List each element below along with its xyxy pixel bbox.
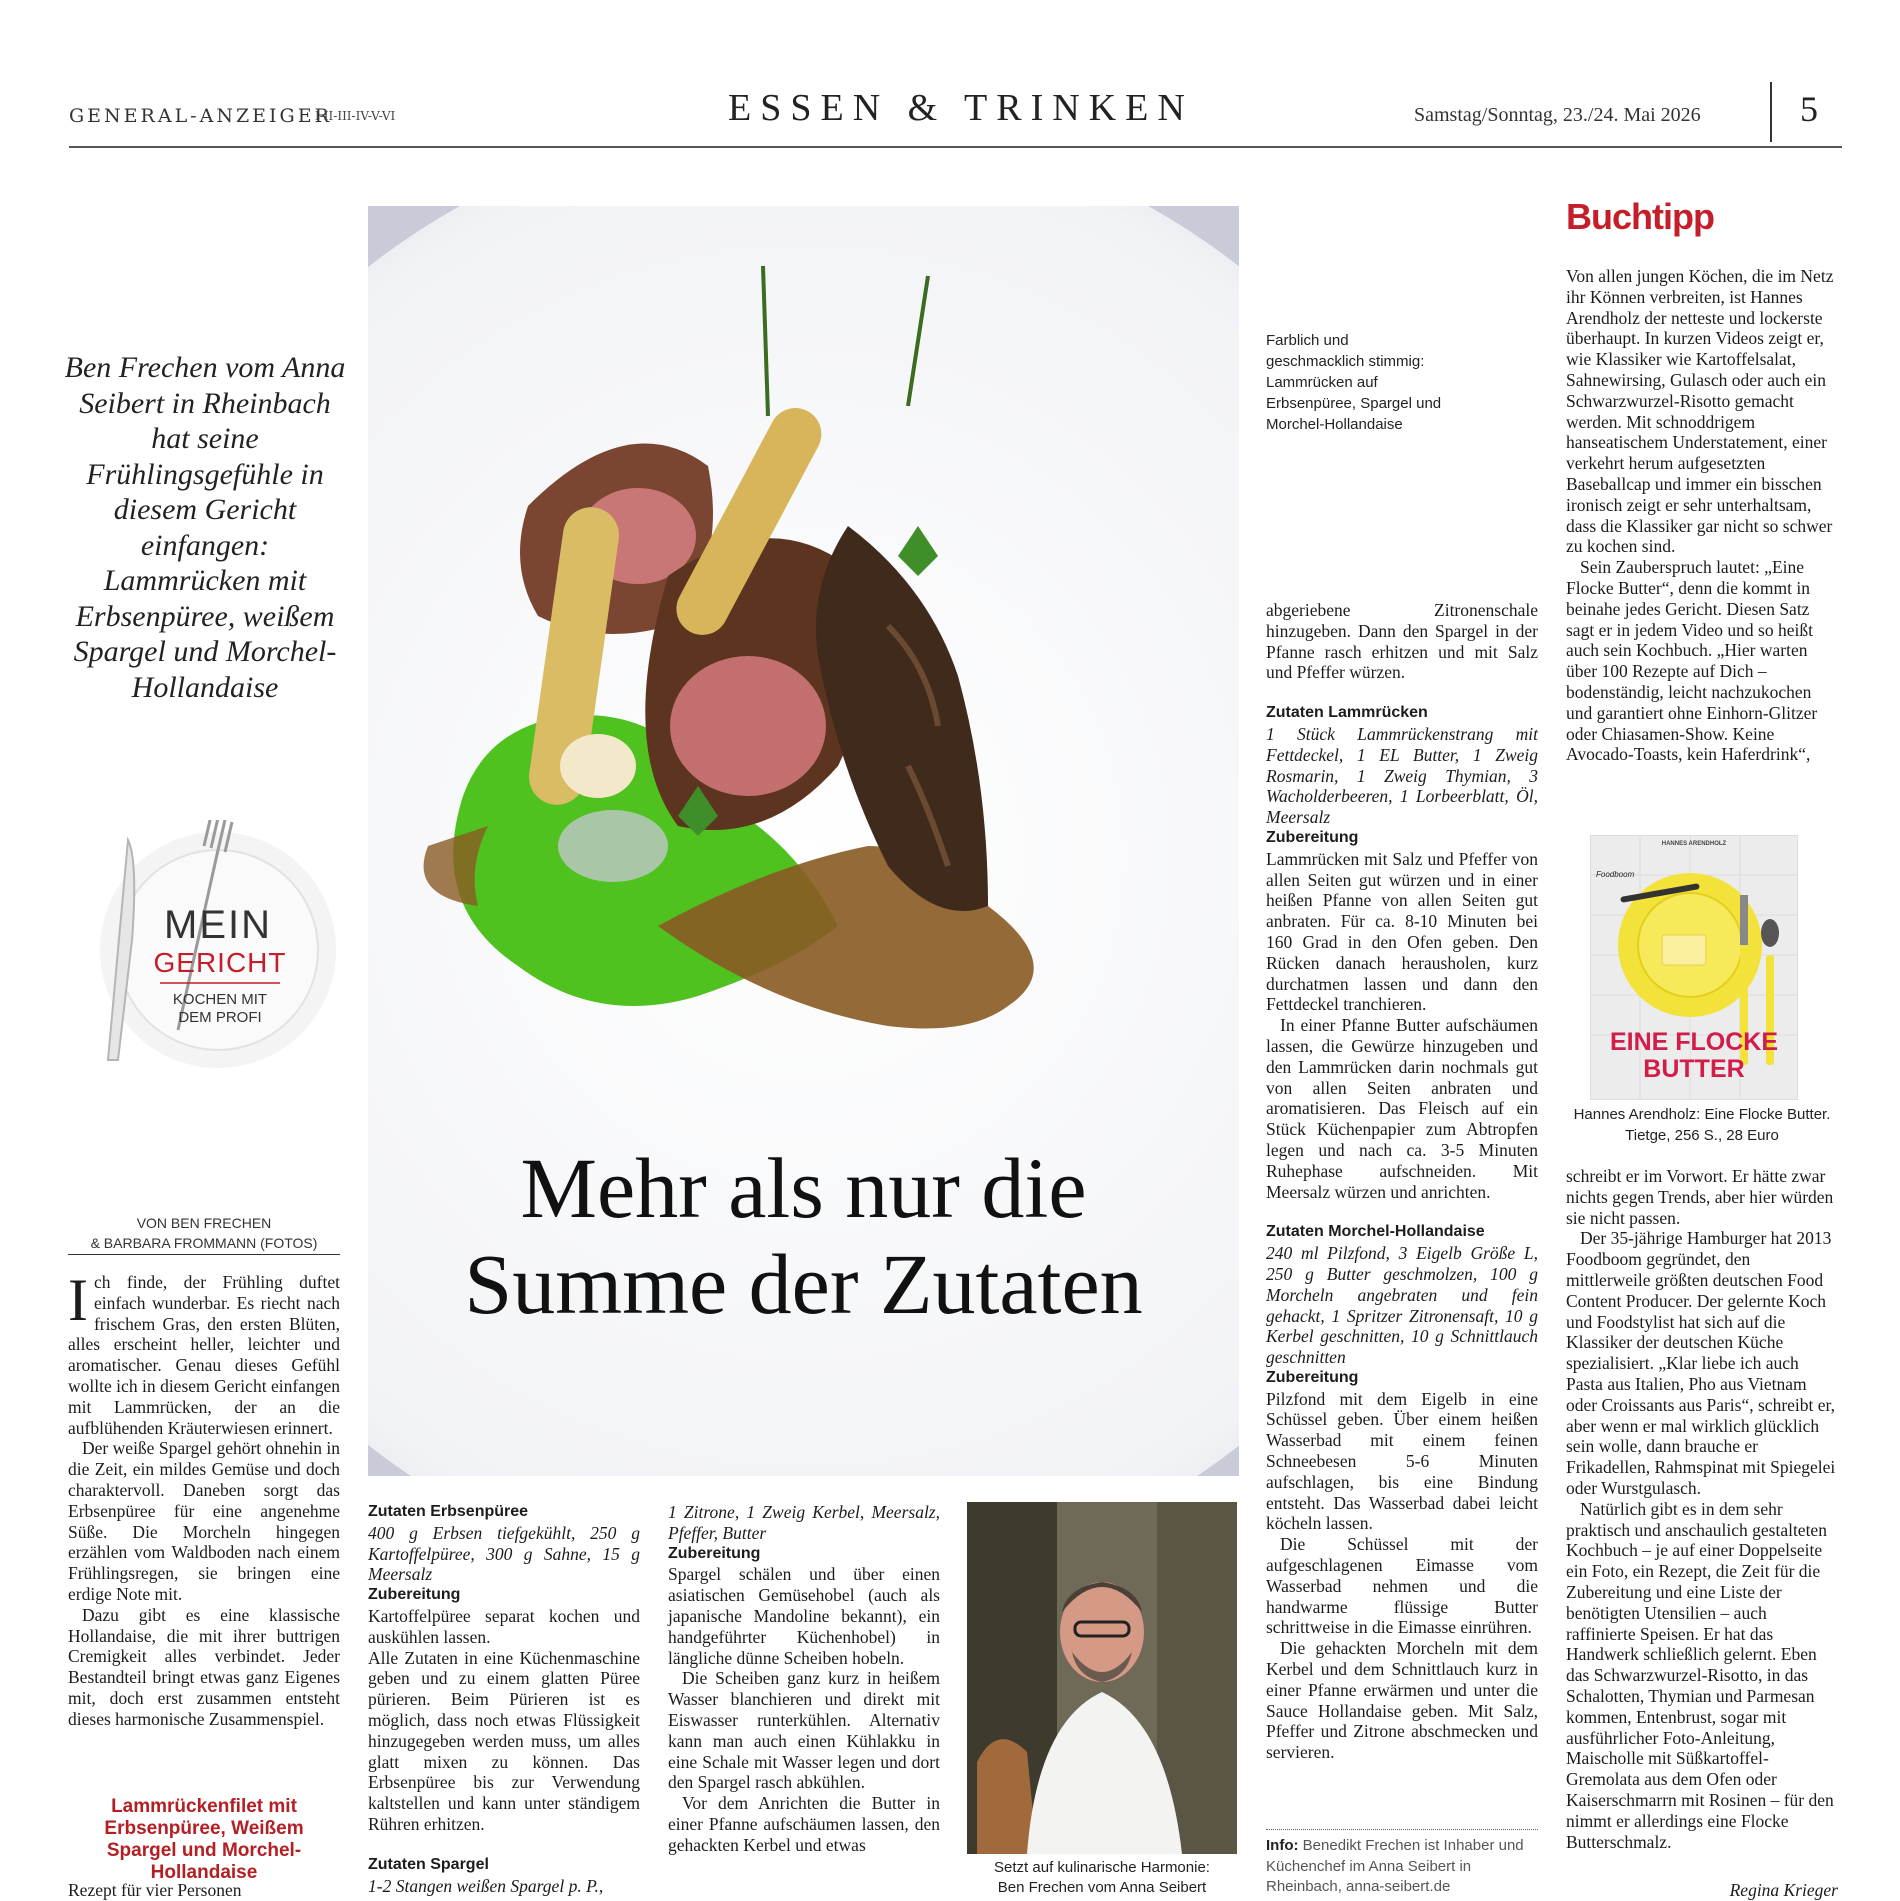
chef-caption-line-1: Setzt auf kulinarische Harmonie: (994, 1859, 1210, 1876)
author-signature: Regina Krieger (1729, 1880, 1838, 1900)
logo-text-profi: DEM PROFI (178, 1009, 262, 1026)
book-cover (1590, 835, 1798, 1100)
cover-brand: Foodboom (1596, 870, 1635, 879)
intro-paragraph-3: Dazu gibt es eine klassische Hollandaise, die mit ihrer buttrigen Cremigkeit alles verbindet. Jeder Bestandteil bringt etwas ganz Eigenes mit, doch erst zusammen entsteht dieses harmonische Zusammenspiel. (68, 1604, 340, 1729)
hollandaise-step-3: Die gehackten Morcheln mit dem Kerbel und dem Schnittlauch kurz in einer Pfanne erwärmen und unter die Sauce Hollandaise geben. Mit Salz, Pfeffer und Zitrone abschmecken und servieren. (1266, 1638, 1538, 1763)
recipe-title: Lammrückenfilet mit Erbsenpüree, Weißem Spargel und Morchel-Hollandaise (104, 1796, 304, 1883)
issue-date: Samstag/Sonntag, 23./24. Mai 2026 (1414, 104, 1701, 126)
book-caption: Hannes Arendholz: Eine Flocke Butter. Tietge, 256 S., 28 Euro (1573, 1106, 1831, 1144)
info-rule (1266, 1829, 1538, 1830)
cover-author: HANNES ARENDHOLZ (1661, 841, 1727, 847)
buchtipp-paragraph-1: Von allen jungen Köchen, die im Netz ihr Können verbreiten, ist Hannes Arendholz der netteste und lockerste überhaupt. In kurzen Videos zeigt er, wie Klassiker wie Kartoffelsalat, Sahnewirsing, Gulasch oder auch ein Schwarzwurzel-Risotto gemacht werden. Mit schnoddrigem hanseatischem Understatement, einer verkehrt herum aufgesetzten Baseballcap und immer ein bisschen ironisch zeigt er sehr unterhaltsam, dass die Klassiker gar nicht so schwer zu kochen sind. (1566, 266, 1834, 557)
mein-gericht-logo (68, 820, 343, 1070)
lamm-ingredients: 1 Stück Lammrückenstrang mit Fettdeckel, 1 EL Butter, 1 Zweig Rosmarin, 1 Zweig Thymian, 3 Wacholderbeeren, 1 Lorbeerblatt, Öl, Meersalz (1266, 723, 1538, 828)
recipe-column-4 (1266, 600, 1538, 1763)
chef-caption-line-2: Ben Frechen vom Anna Seibert (997, 1879, 1207, 1896)
headline-line-1: Mehr als nur die (520, 1140, 1087, 1236)
butter-rose (560, 734, 636, 798)
hollandaise-step-1: Pilzfond mit dem Eigelb in eine Schüssel geben. Über einem heißen Wasserbad mit einem feinen Schneebesen 5-6 Minuten aufschlagen, bis eine Bindung entsteht. Das Wasserbad dabei leicht köcheln lassen. (1266, 1388, 1538, 1534)
lamm-heading: Zutaten Lammrücken (1266, 704, 1428, 722)
recipe-column-3 (668, 1502, 940, 1856)
servings-note: Rezept für vier Personen (68, 1880, 242, 1900)
spargel-step-1: Spargel schälen und über einen asiatischen Gemüsehobel (auch als japanische Mandoline bekannt), ein handgeführter Küchenhobel) in längliche dünne Scheiben hobeln. (668, 1564, 940, 1668)
byline (68, 1213, 340, 1253)
lamb-pink-2 (670, 656, 826, 796)
logo-text-kochen: KOCHEN MIT (172, 991, 268, 1008)
hollandaise-prep-heading: Zubereitung (1266, 1368, 1359, 1386)
chef-photo-caption (967, 1858, 1237, 1898)
buchtipp-paragraph-5: Natürlich gibt es in dem sehr praktisch und anschaulich gestalteten Kochbuch – je auf einer Doppelseite ein Foto, ein Rezept, die Zeit für die Zubereitung und eine Liste der benötigten Utensilien – auch raffinierte Speisen. Er hat das Handwerk schließlich gelernt. Eben das Schwarzwurzel-Risotto, in das Schalotten, Thymian und Parmesan kommen, Entenbrust, sogar mit ausführlicher Foto-Anleitung, Maischolle mit Süßkartoffel-Gremolata aus dem Ofen oder Kaiserschmarrn mit Rosinen – für den nimmt er allerdings eine Flocke Butterschmalz. (1566, 1498, 1834, 1852)
spargel-prep-heading: Zubereitung (668, 1544, 761, 1562)
spargel-ingredients-a: 1-2 Stangen weißen Spargel p. P., (368, 1875, 604, 1896)
lamm-prep-heading: Zubereitung (1266, 828, 1359, 846)
hollandaise-ingredients: 240 ml Pilzfond, 3 Eigelb Größe L, 250 g Butter geschmolzen, 100 g Morcheln angebraten und fein gehackt, 1 Spritzer Zitronensaft, 10 g Kerbel geschnitten, 10 g Schnittlauch geschnitten (1266, 1243, 1538, 1368)
cover-title-2: BUTTER (1643, 1055, 1745, 1083)
spargel-heading: Zutaten Spargel (368, 1855, 489, 1873)
spargel-step-4: abgeriebene Zitronenschale hinzugeben. Dann den Spargel in der Pfanne rasch erhitzen und mit Salz und Pfeffer würzen. (1266, 600, 1538, 683)
hollandaise-step-2: Die Schüssel mit der aufgeschlagenen Eimasse vom Wasserbad nehmen und die handwarme flüssige Butter schrittweise in die Eimasse einrühren. (1266, 1534, 1538, 1638)
erbsen-heading: Zutaten Erbsenpüree (368, 1503, 529, 1520)
cover-title-1: EINE FLOCKE (1609, 1028, 1779, 1056)
info-label: Info: (1266, 1837, 1299, 1854)
info-box (1266, 1836, 1538, 1898)
lamm-step-1: Lammrücken mit Salz und Pfeffer von allen Seiten gut würzen und in einer heißen Pfanne von allen Seiten gut anbraten. Für ca. 8-10 Minuten bei 160 Grad in den Ofen geben. Den Rücken danach herausholen, kurz durchatmen lassen und dann den Fettdeckel tranchieren. (1266, 848, 1538, 1015)
buchtipp-paragraph-3: schreibt er im Vorwort. Er hätte zwar nichts gegen Trends, aber hier würden sie nicht passen. (1566, 1166, 1834, 1228)
intro-paragraph-1: ch finde, der Frühling duftet einfach wunderbar. Es riecht nach frischem Gras, den ersten Blüten, alles erscheint heller, leichter und aromatischer. Genau dieses Gefühl wollte ich in diesem Gericht einfangen mit Lammrücken, der an die aufblühenden Kräuterwiesen erinnert. (68, 1272, 340, 1438)
edition-codes: I-II-III-IV-V-VI (315, 109, 396, 123)
buchtipp-column-bottom (1566, 1166, 1838, 1852)
erbsen-prep-heading: Zubereitung (368, 1586, 461, 1604)
headline-line-2: Summe der Zutaten (464, 1236, 1143, 1332)
logo-text-gericht: GERICHT (153, 947, 287, 978)
intro-paragraph-2: Der weiße Spargel gehört ohnehin in die Zeit, ein mildes Gemüse und doch charaktervoll. Daneben sorgt das Erbsenpüree für eine angenehme Süße. Die Morcheln hingegen erzählen vom Waldboden nach einem Frühlingsregen, sie bringen eine erdige Note mit. (68, 1438, 340, 1604)
header-rule (69, 146, 1842, 148)
intro-column (68, 1267, 340, 1730)
recipe-column-2 (368, 1502, 640, 1896)
buchtipp-column-top (1566, 266, 1838, 765)
erbsen-step-2: Alle Zutaten in eine Küchenmaschine geben und zu einem glatten Püree pürieren. Beim Pürieren ist es möglich, dass noch etwas Flüssigkeit hinzugegeben werden muss, um alles glatt mixen zu können. Das Erbsenpüree bis zur Verwendung kaltstellen und kann unter ständigem Rühren erhitzen. (368, 1647, 640, 1834)
section-title: ESSEN & TRINKEN (728, 87, 1194, 129)
buchtipp-title: Buchtipp (1566, 196, 1714, 237)
spargel-step-2: Die Scheiben ganz kurz in heißem Wasser blanchieren und direkt mit Eiswasser runterkühlen. Alternativ kann man auch einen Kühlakku in eine Schale mit Wasser legen und dort den Spargel rasch abkühlen. (668, 1668, 940, 1793)
erbsen-ingredients: 400 g Erbsen tiefgekühlt, 250 g Kartoffelpüree, 300 g Sahne, 15 g Meersalz (368, 1522, 640, 1585)
buchtipp-paragraph-4: Der 35-jährige Hamburger hat 2013 Foodboom gegründet, den mittlerweile größten deutschen Food Content Producer. Der gelernte Koch und Foodstylist hat sich auf die Klassiker der deutschen Küche spezialisiert. „Klar liebe ich auch Pasta aus Italien, Pho aus Vietnam oder Croissants aus Paris“, schreibt er, aber wenn er mal wirklich glücklich sein wolle, dann brauche er Frikadellen, Rahmspinat mit Spiegelei oder Wurstgulasch. (1566, 1228, 1836, 1498)
teaser-text: Ben Frechen vom Anna Seibert in Rheinbach hat seine Frühlingsgefühle in diesem Gericht einfangen: Lammrücken mit Erbsenpüree, weißem Spargel und Morchel-Hollandaise (64, 351, 346, 704)
hollandaise-heading: Zutaten Morchel-Hollandaise (1266, 1223, 1485, 1241)
newspaper-name: GENERAL-ANZEIGER (69, 105, 332, 127)
herb-leaf (558, 810, 668, 882)
byline-rule (68, 1254, 340, 1255)
erbsen-step-1: Kartoffelpüree separat kochen und auskühlen lassen. (368, 1605, 640, 1647)
spargel-ingredients-b: 1 Zitrone, 1 Zweig Kerbel, Meersalz, Pfeffer, Butter (668, 1502, 940, 1543)
spargel-step-3: Vor dem Anrichten die Butter in einer Pfanne aufschäumen lassen, den gehackten Kerbel und etwas (668, 1793, 940, 1855)
butter-block (1662, 935, 1706, 965)
byline-photos: & BARBARA FROMMANN (FOTOS) (90, 1235, 318, 1251)
page-number: 5 (1800, 89, 1818, 129)
header-separator (1770, 82, 1772, 142)
buchtipp-paragraph-2: Sein Zauberspruch lautet: „Eine Flocke Butter“, denn die kommt in beinahe jedes Gericht. Diesen Satz sagt er in jedem Video und so heißt auch sein Kochbuch. „Hier warten über 100 Rezepte auf Dich – bodenständig, leicht nachzukochen und garantiert ohne Einhorn-Glitzer oder Chiasamen-Show. Keine Avocado-Toasts, kein Haferdrink“, (1566, 557, 1818, 765)
lamm-step-2: In einer Pfanne Butter aufschäumen lassen, die Gewürze hinzugeben und den Lammrücken darin nochmals gut von allen Seiten anbraten und aromatisieren. Das Fleisch auf ein Stück Küchenpapier zum Abtropfen legen und nach ca. 3-5 Minuten Ruhephase aufschneiden. Mit Meersalz würzen und anrichten. (1266, 1015, 1538, 1202)
photo-caption: Farblich und geschmacklich stimmig: Lammrücken auf Erbsenpüree, Spargel und Morchel-Hollandaise (1266, 332, 1442, 433)
byline-author: VON BEN FRECHEN (136, 1215, 272, 1231)
logo-text-mein: MEIN (164, 903, 272, 947)
chef-photo (967, 1502, 1237, 1854)
drop-cap: I (68, 1267, 88, 1333)
info-text: Benedikt Frechen ist Inhaber und Küchenchef im Anna Seibert in Rheinbach, anna-seibert.de (1266, 1837, 1524, 1895)
headline (368, 1140, 1239, 1332)
